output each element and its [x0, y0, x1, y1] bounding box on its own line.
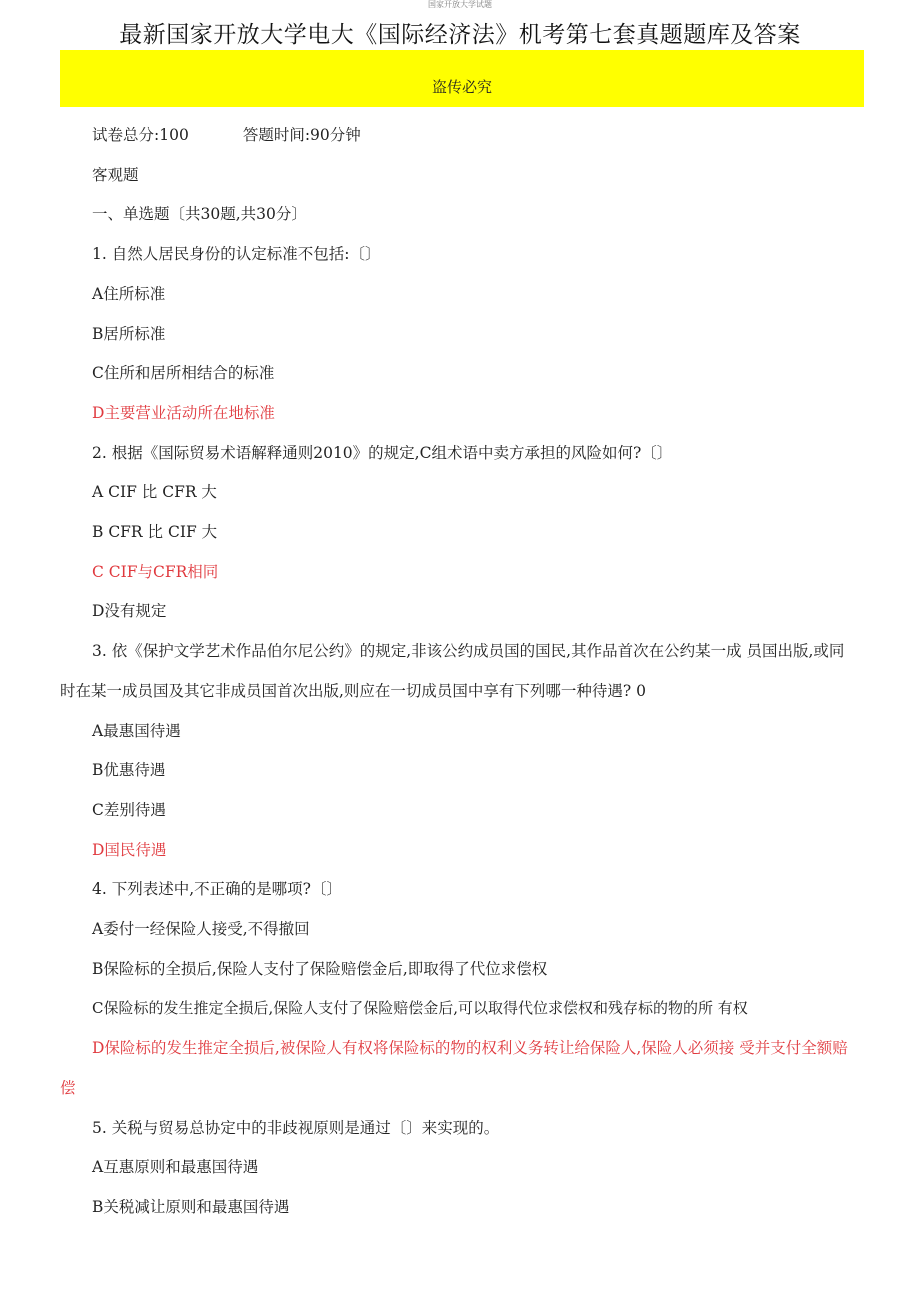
section-heading: 客观题: [92, 165, 139, 184]
q4-option-d-answer: D保险标的发生推定全损后,被保险人有权将保险标的物的权利义务转让给保险人,保险人必须接 受并支付全额赔偿: [60, 1039, 848, 1097]
exam-time: 答题时间:90分钟: [242, 126, 361, 144]
exam-meta: [60, 116, 860, 156]
q4-option-b: B保险标的全损后,保险人支付了保险赔偿金后,即取得了代位求偿权: [92, 959, 548, 978]
total-score: 试卷总分:100: [92, 126, 189, 144]
question-5: 5. 关税与贸易总协定中的非歧视原则是通过〔〕来实现的。: [92, 1118, 500, 1137]
q3-option-d-answer: D国民待遇: [92, 840, 167, 859]
q3-option-c: C差别待遇: [92, 800, 166, 819]
question-4: 4. 下列表述中,不正确的是哪项?〔〕: [92, 880, 342, 899]
q3-option-b: B优惠待遇: [92, 761, 166, 780]
q5-option-a: A互惠原则和最惠国待遇: [92, 1158, 259, 1177]
part-heading: 一、单选题〔共30题,共30分〕: [92, 205, 307, 224]
document-body: [60, 116, 860, 1228]
banner-text: 盗传必究: [431, 78, 492, 96]
question-1: 1. 自然人居民身份的认定标准不包括:〔〕: [92, 245, 381, 264]
q1-option-c: C住所和居所相结合的标准: [92, 364, 275, 383]
page-header-note: 国家开放大学试题: [428, 0, 492, 9]
q2-option-a: A CIF 比 CFR 大: [92, 483, 217, 502]
q1-option-b: B居所标准: [92, 324, 166, 343]
q2-option-b: B CFR 比 CIF 大: [92, 523, 218, 542]
question-2: 2. 根据《国际贸易术语解释通则2010》的规定,C组术语中卖方承担的风险如何?〔〕: [92, 443, 673, 462]
q5-option-b: B关税减让原则和最惠国待遇: [92, 1197, 290, 1216]
watermark-banner: [60, 50, 864, 107]
q1-option-d-answer: D主要营业活动所在地标准: [92, 403, 275, 422]
q2-option-d: D没有规定: [92, 602, 167, 621]
q1-option-a: A住所标准: [92, 284, 166, 303]
question-3: 3. 依《保护文学艺术作品伯尔尼公约》的规定,非该公约成员国的国民,其作品首次在公约某一成 员国出版,或同时在某一成员国及其它非成员国首次出版,则应在一切成员国中享有下列哪一种待遇? 0: [60, 642, 845, 700]
q4-option-c: C保险标的发生推定全损后,保险人支付了保险赔偿金后,可以取得代位求偿权和残存标的物的所 有权: [92, 999, 748, 1018]
q2-option-c-answer: C CIF与CFR相同: [92, 562, 219, 581]
q3-option-a: A最惠国待遇: [92, 721, 181, 740]
q4-option-a: A委付一经保险人接受,不得撤回: [92, 920, 310, 939]
document-title: 最新国家开放大学电大《国际经济法》机考第七套真题题库及答案: [119, 22, 801, 48]
